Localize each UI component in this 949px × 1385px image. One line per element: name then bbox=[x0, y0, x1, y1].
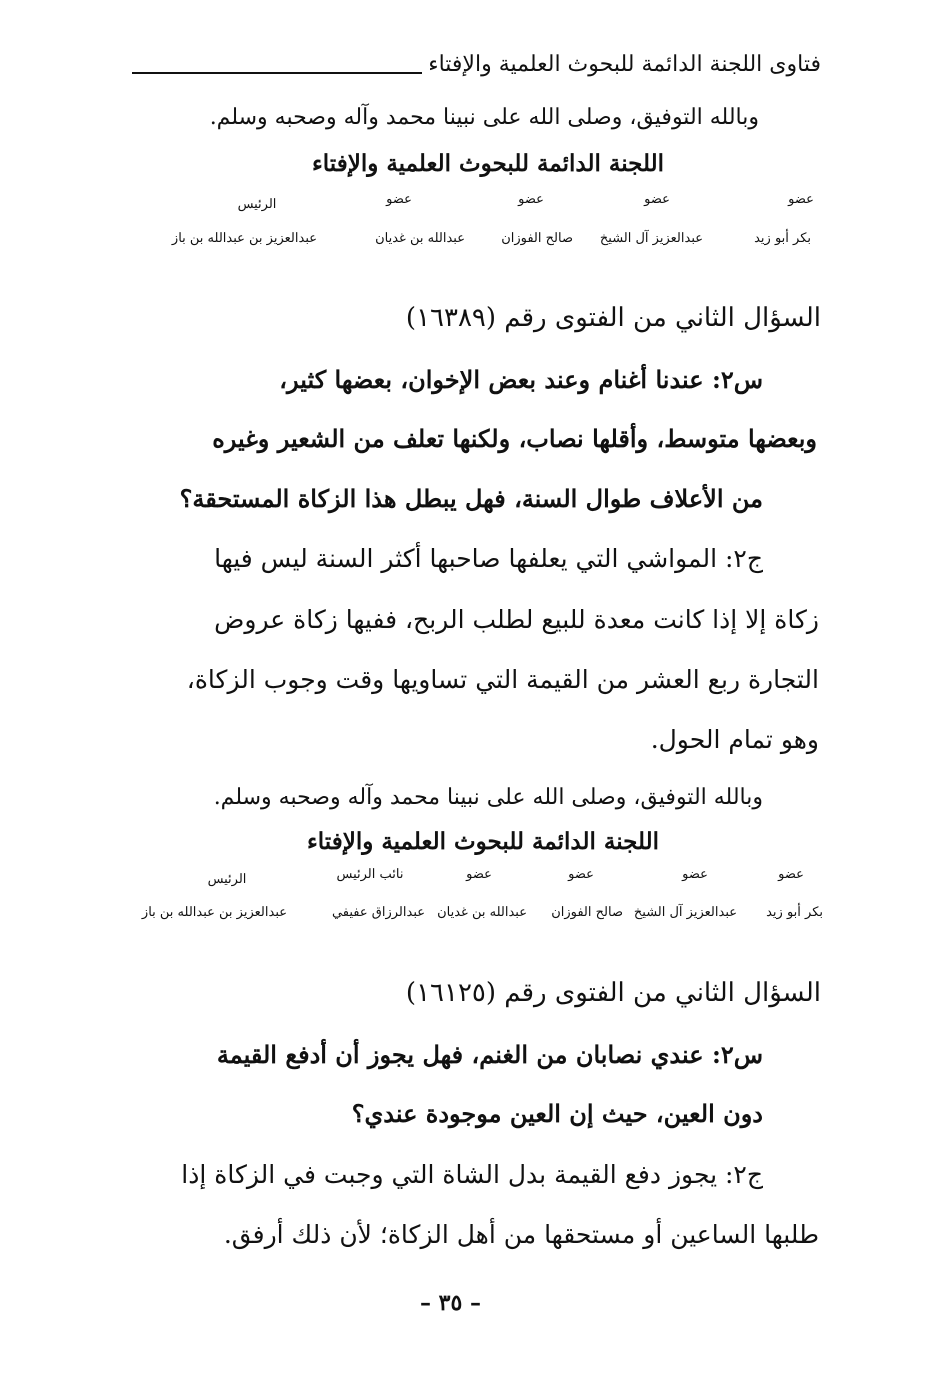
signatory-name: عبدالله بن غديان bbox=[437, 905, 527, 920]
signatory-role: عضو bbox=[644, 192, 670, 207]
fatwa-heading: السؤال الثاني من الفتوى رقم (١٦٣٨٩) bbox=[405, 303, 821, 333]
signatory-role: الرئيس bbox=[207, 872, 247, 887]
signatory-name: صالح الفوزان bbox=[501, 231, 573, 246]
question-line: س٢: عندنا أغنام وعند بعض الإخوان، بعضها كثير، bbox=[279, 365, 763, 394]
closing-line: وبالله التوفيق، وصلى الله على نبينا محمد وآله وصحبه وسلم. bbox=[213, 785, 763, 810]
signatory-name: عبدالعزيز بن عبدالله بن باز bbox=[141, 905, 287, 920]
answer-line: طلبها الساعين أو مستحقها من أهل الزكاة؛ لأن ذلك أرفق. bbox=[223, 1220, 819, 1249]
question-line: س٢: عندي نصابان من الغنم، فهل يجوز أن أدفع القيمة bbox=[216, 1040, 763, 1069]
fatwa-heading: السؤال الثاني من الفتوى رقم (١٦١٢٥) bbox=[405, 978, 821, 1008]
signatory-role: عضو bbox=[778, 867, 804, 882]
answer-line: زكاة إلا إذا كانت معدة للبيع لطلب الربح، ففيها زكاة عروض bbox=[214, 605, 819, 634]
signatory-role: نائب الرئيس bbox=[336, 867, 404, 882]
signatory-name: عبدالعزيز آل الشيخ bbox=[633, 905, 737, 920]
answer-line: ج٢: يجوز دفع القيمة بدل الشاة التي وجبت في الزكاة إذا bbox=[181, 1160, 763, 1189]
signatory-role: عضو bbox=[568, 867, 594, 882]
signatory-role: عضو bbox=[682, 867, 708, 882]
running-header: فتاوى اللجنة الدائمة للبحوث العلمية والإفتاء bbox=[428, 52, 821, 77]
signatory-name: عبدالعزيز بن عبدالله بن باز bbox=[171, 231, 317, 246]
signatory-name: عبدالله بن غديان bbox=[375, 231, 465, 246]
committee-title: اللجنة الدائمة للبحوث العلمية والإفتاء bbox=[306, 828, 659, 855]
signatory-role: عضو bbox=[788, 192, 814, 207]
page-number: – ٣٥ – bbox=[420, 1290, 481, 1316]
answer-line: التجارة ربع العشر من القيمة التي تساويها وقت وجوب الزكاة، bbox=[186, 665, 819, 694]
signatory-name: بكر أبو زيد bbox=[766, 905, 823, 920]
question-line: دون العين، حيث إن العين موجودة عندي؟ bbox=[351, 1099, 763, 1128]
closing-line: وبالله التوفيق، وصلى الله على نبينا محمد وآله وصحبه وسلم. bbox=[209, 105, 759, 130]
signatory-name: صالح الفوزان bbox=[551, 905, 623, 920]
answer-line: ج٢: المواشي التي يعلفها صاحبها أكثر السنة ليس فيها bbox=[214, 544, 763, 573]
question-line: وبعضها متوسط، وأقلها نصاب، ولكنها تعلف من الشعير وغيره bbox=[212, 424, 817, 453]
signatory-name: بكر أبو زيد bbox=[754, 231, 811, 246]
signatory-role: عضو bbox=[518, 192, 544, 207]
signatory-role: عضو bbox=[386, 192, 412, 207]
answer-line: وهو تمام الحول. bbox=[650, 725, 819, 754]
signatory-role: الرئيس bbox=[237, 197, 277, 212]
signatory-role: عضو bbox=[466, 867, 492, 882]
committee-title: اللجنة الدائمة للبحوث العلمية والإفتاء bbox=[311, 150, 664, 177]
signatory-name: عبدالعزيز آل الشيخ bbox=[599, 231, 703, 246]
question-line: من الأعلاف طوال السنة، فهل يبطل هذا الزكاة المستحقة؟ bbox=[179, 484, 763, 513]
signatory-name: عبدالرزاق عفيفي bbox=[331, 905, 425, 920]
header-rule bbox=[132, 72, 422, 74]
